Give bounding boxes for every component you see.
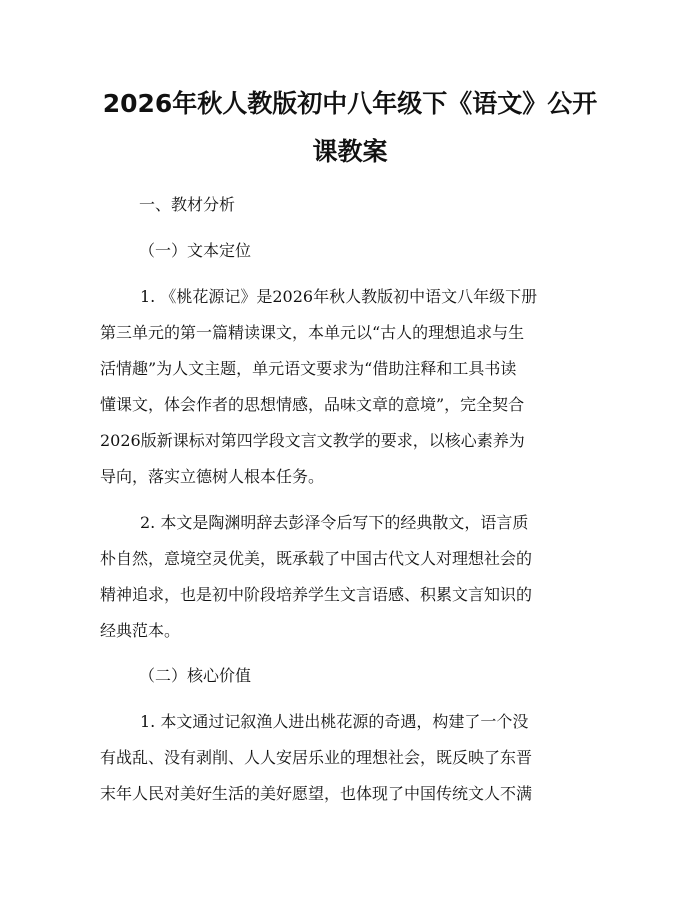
subsection-heading-core-value: （二）核心价值 bbox=[139, 666, 252, 685]
document-title bbox=[40, 80, 660, 176]
subsection-heading-positioning: （一）文本定位 bbox=[139, 241, 252, 260]
paragraph-line: 活情趣”为人文主题，单元语文要求为“借助注释和工具书读 bbox=[100, 359, 517, 378]
paragraph-line: 1. 本文通过记叙渔人进出桃花源的奇遇，构建了一个没 bbox=[140, 712, 529, 731]
paragraph-line: 朴自然，意境空灵优美，既承载了中国古代文人对理想社会的 bbox=[100, 549, 533, 568]
paragraph-line: 有战乱、没有剥削、人人安居乐业的理想社会，既反映了东晋 bbox=[100, 748, 533, 767]
paragraph-line: 第三单元的第一篇精读课文，本单元以“古人的理想追求与生 bbox=[100, 323, 525, 342]
paragraph-line: 2026版新课标对第四学段文言文教学的要求，以核心素养为 bbox=[100, 431, 525, 450]
paragraph-line: 末年人民对美好生活的美好愿望，也体现了中国传统文人不满 bbox=[100, 784, 533, 803]
paragraph-line: 懂课文，体会作者的思想情感，品味文章的意境”，完全契合 bbox=[100, 395, 525, 414]
paragraph-line: 经典范本。 bbox=[100, 621, 181, 640]
title-line-2: 课教案 bbox=[312, 137, 388, 166]
paragraph-line: 2. 本文是陶渊明辞去彭泽令后写下的经典散文，语言质 bbox=[140, 513, 529, 532]
paragraph-line: 精神追求，也是初中阶段培养学生文言语感、积累文言知识的 bbox=[100, 585, 533, 604]
paragraph-line: 1. 《桃花源记》是2026年秋人教版初中语文八年级下册 bbox=[140, 287, 538, 306]
paragraph-line: 导向，落实立德树人根本任务。 bbox=[100, 467, 325, 486]
title-line-1: 2026年秋人教版初中八年级下《语文》公开 bbox=[102, 89, 598, 118]
section-heading-analysis: 一、教材分析 bbox=[139, 195, 236, 214]
